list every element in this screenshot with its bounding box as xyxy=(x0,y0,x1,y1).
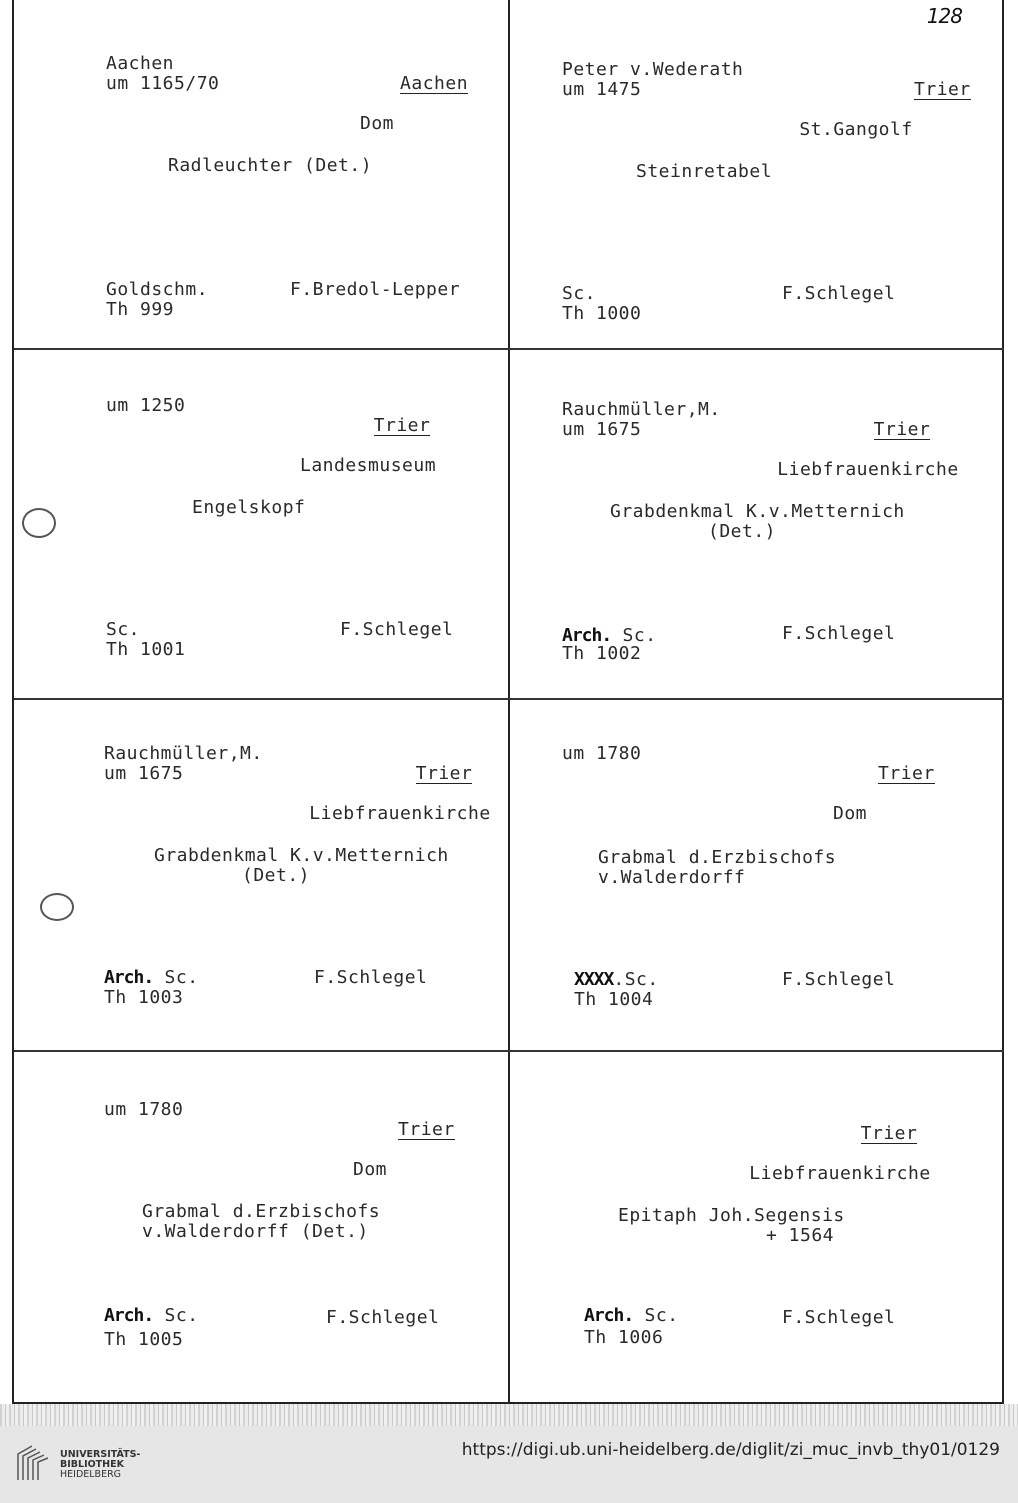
card-title-line-2: (Det.) xyxy=(242,865,311,886)
card-date-line: um 1165/70 xyxy=(106,73,220,94)
card-institution: Liebfrauenkirche xyxy=(309,803,491,824)
catalog-card-th-1003 xyxy=(14,700,510,1050)
card-title-line-2: v.Walderdorff (Det.) xyxy=(142,1221,369,1242)
card-number: Th 1000 xyxy=(562,303,642,324)
card-location xyxy=(300,396,436,516)
card-category: Sc. xyxy=(164,967,199,988)
library-name-line-3: HEIDELBERG xyxy=(60,1469,122,1480)
card-photographer: F.Schlegel xyxy=(782,623,896,644)
card-title-line-1: Engelskopf xyxy=(192,497,306,518)
card-institution: Dom xyxy=(359,113,394,134)
card-category: Sc. xyxy=(644,1305,679,1326)
card-number: Th 1005 xyxy=(104,1329,184,1350)
card-category-crossed-out: XXXX xyxy=(574,969,614,990)
card-number: Th 1006 xyxy=(584,1327,664,1348)
catalog-card-th-1000 xyxy=(510,0,1006,350)
page-number: 128 xyxy=(926,4,962,28)
library-name xyxy=(60,1450,140,1480)
card-photographer: F.Schlegel xyxy=(326,1307,440,1328)
card-title-line-1: Grabmal d.Erzbischofs xyxy=(598,847,837,868)
catalog-card-th-1006 xyxy=(510,1052,1006,1402)
card-category-line xyxy=(104,968,199,988)
library-name-line-1: UNIVERSITÄTS- xyxy=(60,1449,141,1460)
card-photographer: F.Schlegel xyxy=(314,967,428,988)
card-title-line-2: v.Walderdorff xyxy=(598,867,746,888)
card-number: Th 999 xyxy=(106,299,175,320)
card-number: Th 1002 xyxy=(562,643,642,664)
card-title-line-1: Grabdenkmal K.v.Metternich xyxy=(154,845,449,866)
card-category-crossed-out: Arch. xyxy=(104,967,154,988)
catalog-card-th-1005 xyxy=(14,1052,510,1402)
card-artist-line: um 1780 xyxy=(562,743,642,764)
card-number: Th 1001 xyxy=(106,639,186,660)
card-city: Trier xyxy=(914,79,971,100)
card-photographer: F.Bredol-Lepper xyxy=(290,279,461,300)
card-city: Trier xyxy=(878,763,935,784)
card-institution: St.Gangolf xyxy=(799,119,913,140)
card-city: Trier xyxy=(373,415,431,436)
card-category-line xyxy=(104,1306,199,1326)
card-photographer: F.Schlegel xyxy=(340,619,454,640)
card-category-crossed-out: Arch. xyxy=(584,1305,634,1326)
catalog-card-th-1004 xyxy=(510,700,1006,1050)
punch-hole-lower xyxy=(40,893,74,921)
card-title-line-2: + 1564 xyxy=(766,1225,835,1246)
card-artist-line: Rauchmüller,M. xyxy=(104,743,263,764)
card-category-line xyxy=(574,970,659,990)
card-photographer: F.Schlegel xyxy=(782,283,896,304)
card-photographer: F.Schlegel xyxy=(782,1307,896,1328)
card-artist-line: um 1780 xyxy=(104,1099,184,1120)
card-location xyxy=(786,60,971,180)
card-city: Trier xyxy=(398,1119,455,1140)
card-category: Sc. xyxy=(164,1305,199,1326)
permalink-url[interactable]: https://digi.ub.uni-heidelberg.de/diglit/zi_muc_invb_thy01/0129 xyxy=(461,1440,1000,1460)
card-category: Sc. xyxy=(106,619,141,640)
card-title-line-1: Radleuchter (Det.) xyxy=(168,155,373,176)
card-title-line-1: Grabdenkmal K.v.Metternich xyxy=(610,501,905,522)
catalog-card-th-999 xyxy=(14,0,510,350)
card-category-crossed-out: Arch. xyxy=(104,1305,154,1326)
catalog-card-th-1002 xyxy=(510,350,1006,700)
card-city: Trier xyxy=(873,419,931,440)
card-institution: Dom xyxy=(832,803,867,824)
card-title-line-1: Steinretabel xyxy=(636,161,773,182)
catalog-card-th-1001 xyxy=(14,350,510,700)
card-location xyxy=(810,744,935,864)
card-category-crossed-out: Arch. xyxy=(562,625,612,646)
card-date-line: um 1475 xyxy=(562,79,642,100)
card-city: Trier xyxy=(415,763,473,784)
scan-edge-strip xyxy=(0,1404,1018,1426)
viewer-footer xyxy=(0,1404,1018,1503)
card-date-line: um 1675 xyxy=(562,419,642,440)
card-number: Th 1004 xyxy=(574,989,654,1010)
card-category-line xyxy=(584,1306,679,1326)
card-category: Goldschm. xyxy=(106,279,209,300)
university-library-logo-icon xyxy=(14,1440,54,1484)
card-artist-line: Aachen xyxy=(106,53,175,74)
card-title-line-1: Grabmal d.Erzbischofs xyxy=(142,1201,381,1222)
card-artist-line: Peter v.Wederath xyxy=(562,59,744,80)
card-institution: Liebfrauenkirche xyxy=(777,459,959,480)
card-institution: Landesmuseum xyxy=(300,455,437,476)
library-name-line-2: BIBLIOTHEK xyxy=(60,1459,124,1470)
card-category: Sc. xyxy=(562,283,597,304)
card-city: Aachen xyxy=(400,73,469,94)
card-category: Sc. xyxy=(622,625,657,646)
card-title-line-1: Epitaph Joh.Segensis xyxy=(618,1205,845,1226)
card-artist-line: Rauchmüller,M. xyxy=(562,399,721,420)
card-institution: Dom xyxy=(352,1159,387,1180)
card-artist-line: um 1250 xyxy=(106,395,186,416)
punch-hole-upper xyxy=(22,508,56,538)
card-photographer: F.Schlegel xyxy=(782,969,896,990)
card-institution: Liebfrauenkirche xyxy=(749,1163,931,1184)
card-category: .Sc. xyxy=(613,969,659,990)
card-title-line-2: (Det.) xyxy=(708,521,777,542)
card-number: Th 1003 xyxy=(104,987,184,1008)
card-date-line: um 1675 xyxy=(104,763,184,784)
index-card-sheet xyxy=(12,0,1004,1404)
card-city: Trier xyxy=(860,1123,918,1144)
